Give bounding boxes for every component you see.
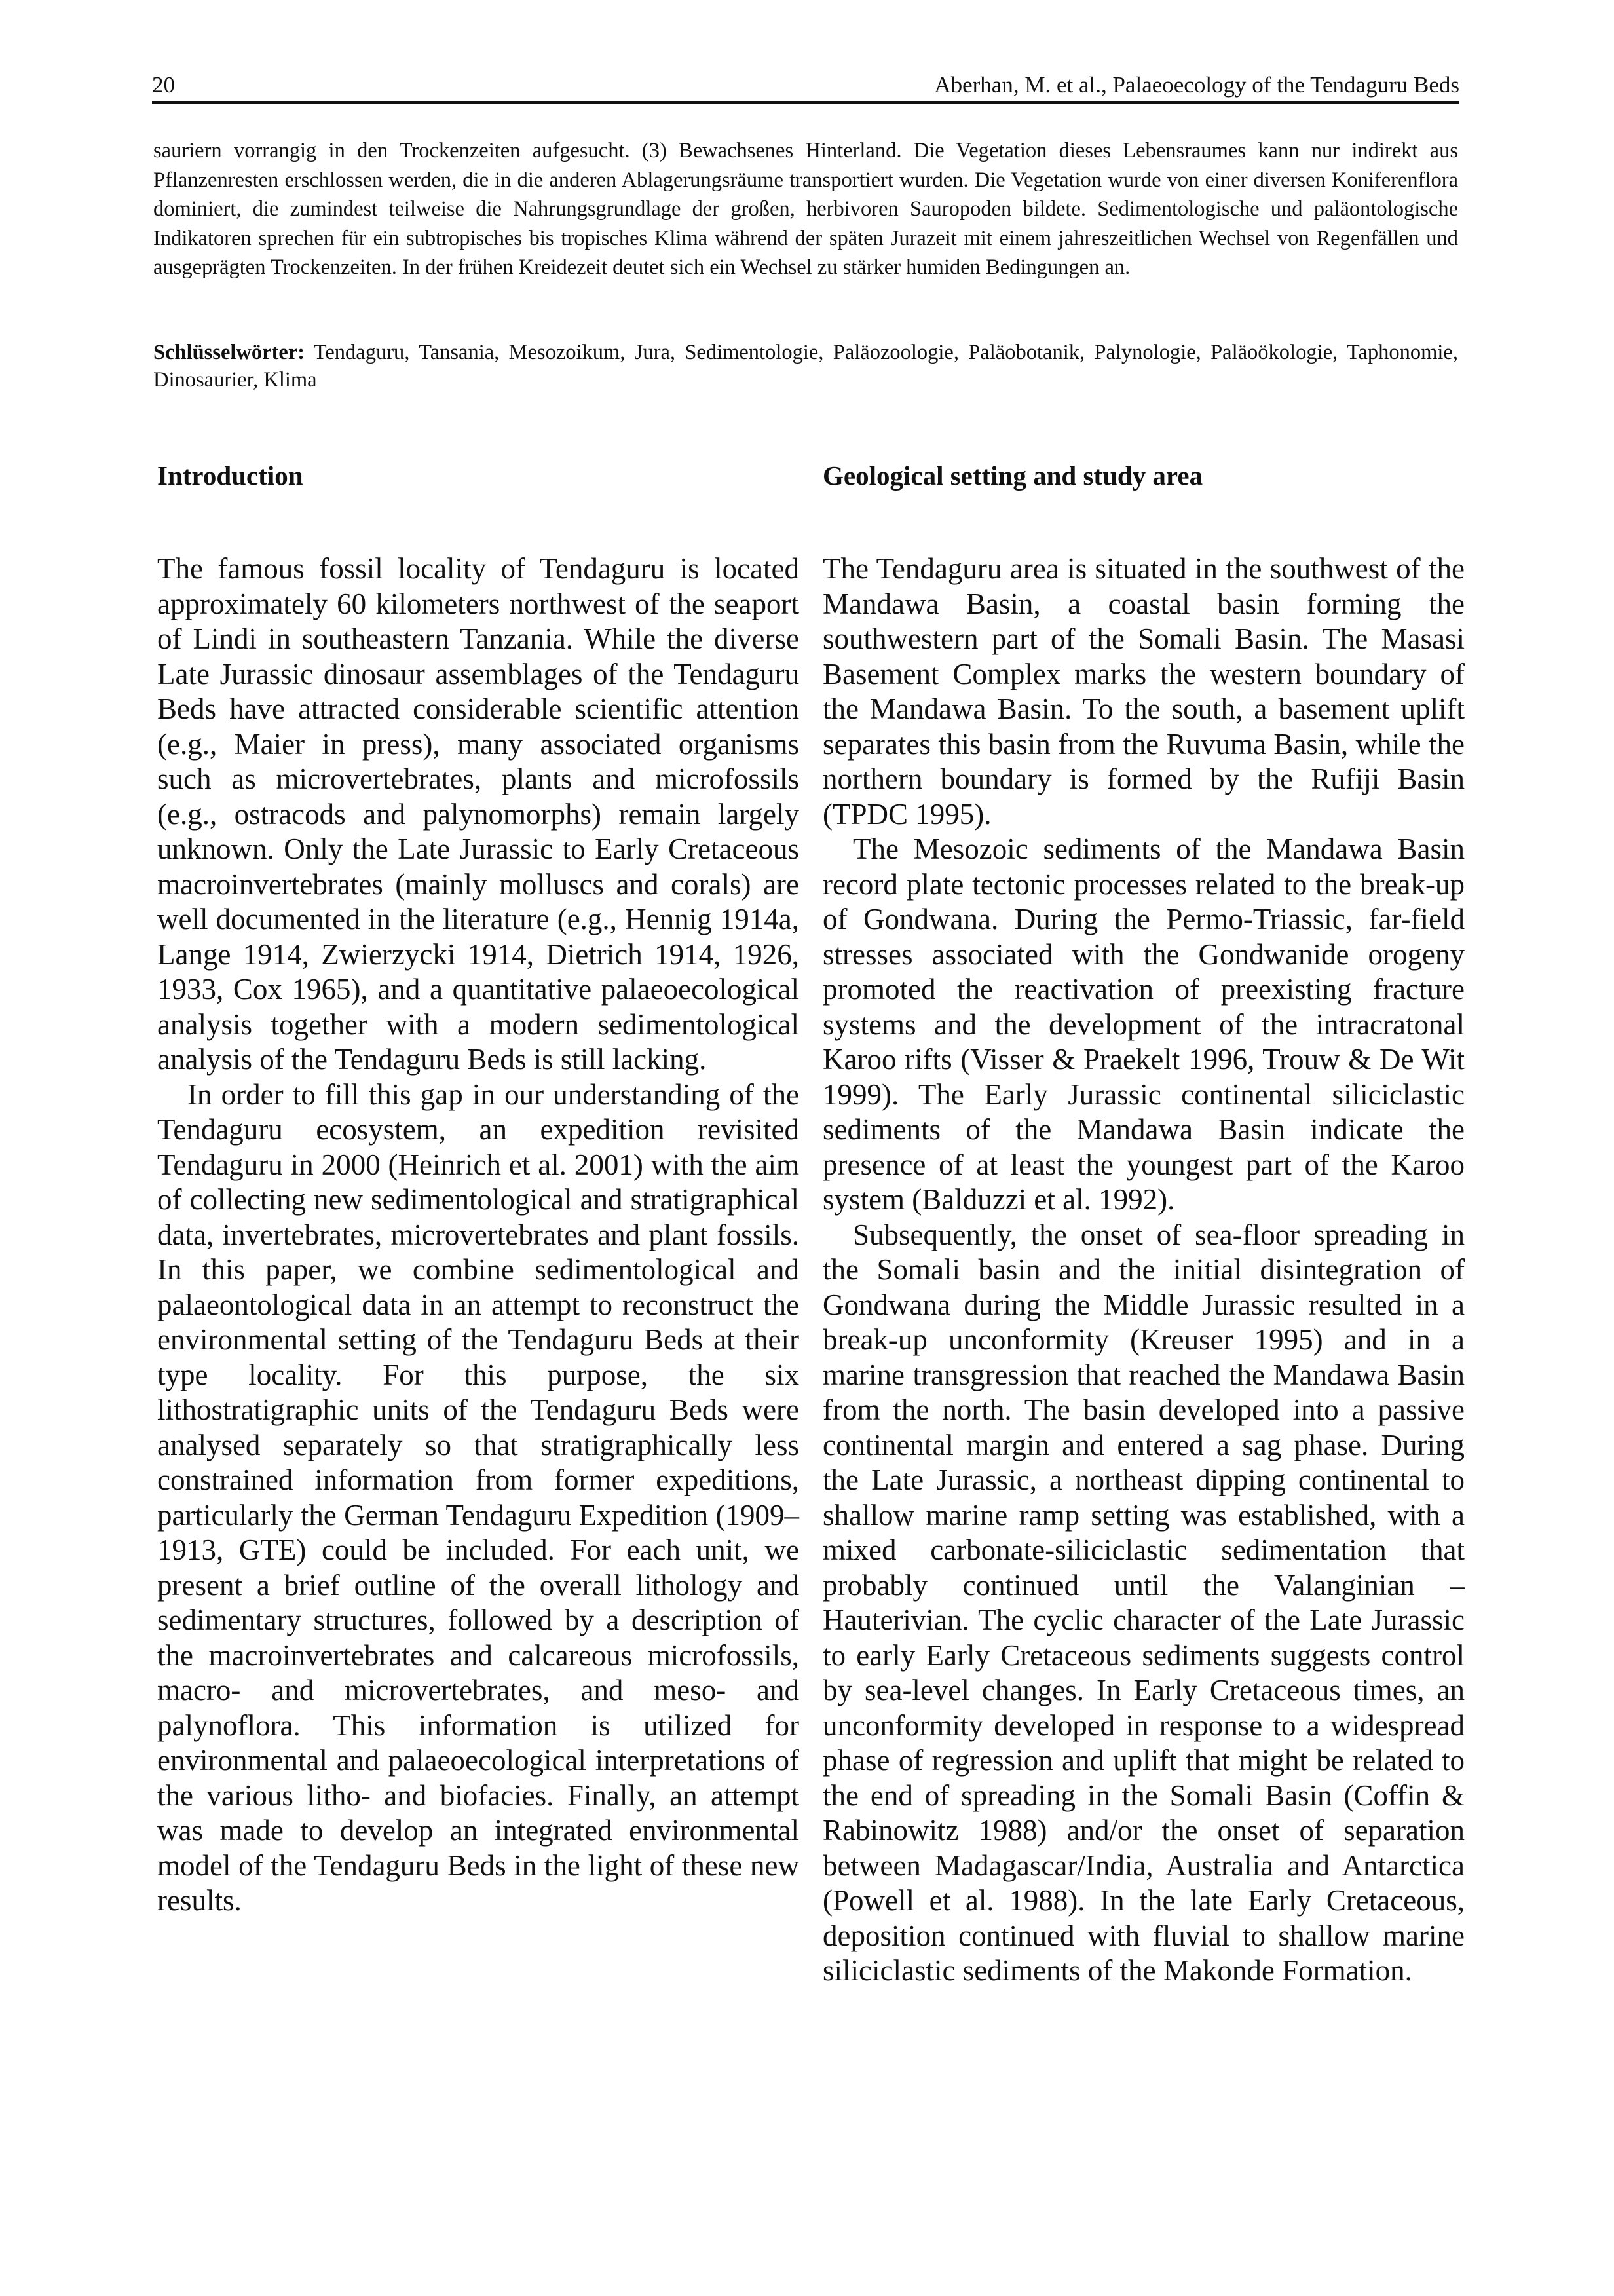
geological-setting-section (823, 459, 1465, 1989)
paragraph: The Mesozoic sediments of the Mandawa Basin record plate tectonic processes related to the break-up of Gondwana. During the Permo-Triassic, far-field stresses associated with the Gondwanide orogeny promoted the reactivation of preexisting fracture systems and the development of the intracratonal Karoo rifts (Visser & Praekelt 1996, Trouw & De Wit 1999). The Early Jurassic continental siliciclastic sediments of the Mandawa Basin indicate the presence of at least the youngest part of the Karoo system (Balduzzi et al. 1992). (823, 833, 1465, 1216)
page-header (152, 63, 1459, 104)
geological-setting-body (823, 552, 1465, 1989)
paragraph: The famous fossil locality of Tendaguru is located approximately 60 kilometers northwest of the seaport of Lindi in southeastern Tanzania. While the diverse Late Jurassic dinosaur assemblages of the Tendaguru Beds have attracted considerable scientific attention (e.g., Maier in press), many associated organisms such as microvertebrates, plants and microfossils (e.g., ostracods and palynomorphs) remain largely unknown. Only the Late Jurassic to Early Cretaceous macroinvertebrates (mainly molluscs and corals) are well documented in the literature (e.g., Hennig 1914a, Lange 1914, Zwierzycki 1914, Dietrich 1914, 1926, 1933, Cox 1965), and a quantitative palaeoecological analysis together with a modern sedimentological analysis of the Tendaguru Beds is still lacking. (157, 552, 799, 1076)
keywords-text: Tendaguru, Tansania, Mesozoikum, Jura, Sedimentologie, Paläozoologie, Paläobotanik, Palynologie, Paläoökologie, Taphonomie, Dinosaurier, Klima (153, 341, 1458, 392)
page-number: 20 (152, 72, 175, 98)
paragraph: In order to fill this gap in our understanding of the Tendaguru ecosystem, an expedition revisited Tendaguru in 2000 (Heinrich et al. 2001) with the aim of collecting new sedimentological and stratigraphical data, invertebrates, microvertebrates and plant fossils. In this paper, we combine sedimentological and palaeontological data in an attempt to reconstruct the environmental setting of the Tendaguru Beds at their type locality. For this purpose, the six lithostratigraphic units of the Tendaguru Beds were analysed separately so that stratigraphically less constrained information from former expeditions, particularly the German Tendaguru Expedition (1909–1913, GTE) could be included. For each unit, we present a brief outline of the overall lithology and sedimentary structures, followed by a description of the macroinvertebrates and calcareous microfossils, macro- and microvertebrates, and meso- and palynoflora. This information is utilized for environmental and palaeoecological interpretations of the various litho- and biofacies. Finally, an attempt was made to develop an integrated environmental model of the Tendaguru Beds in the light of these new results. (157, 1078, 799, 1917)
paragraph: Subsequently, the onset of sea-floor spreading in the Somali basin and the initial disintegration of Gondwana during the Middle Jurassic resulted in a break-up unconformity (Kreuser 1995) and in a marine transgression that reached the Mandawa Basin from the north. The basin developed into a passive continental margin and entered a sag phase. During the Late Jurassic, a northeast dipping continental to shallow marine ramp setting was established, with a mixed carbonate-siliciclastic sedimentation that probably continued until the Valanginian – Hauterivian. The cyclic character of the Late Jurassic to early Early Cretaceous sediments suggests control by sea-level changes. In Early Cretaceous times, an unconformity developed in response to a widespread phase of regression and uplift that might be related to the end of spreading in the Somali Basin (Coffin & Rabinowitz 1988) and/or the onset of separation between Madagascar/India, Australia and Antarctica (Powell et al. 1988). In the late Early Cretaceous, deposition continued with fluvial to shallow marine siliciclastic sediments of the Makonde Formation. (823, 1218, 1465, 1987)
paragraph: The Tendaguru area is situated in the southwest of the Mandawa Basin, a coastal basin forming the southwestern part of the Somali Basin. The Masasi Basement Complex marks the western boundary of the Mandawa Basin. To the south, a basement uplift separates this basin from the Ruvuma Basin, while the northern boundary is formed by the Rufiji Basin (TPDC 1995). (823, 552, 1465, 831)
section-heading-introduction: Introduction (157, 461, 303, 491)
running-title: Aberhan, M. et al., Palaeoecology of the Tendaguru Beds (934, 72, 1459, 98)
german-abstract (153, 136, 1458, 282)
section-heading-geological-setting: Geological setting and study area (823, 461, 1203, 491)
keywords (153, 339, 1458, 394)
introduction-section (157, 459, 799, 1919)
introduction-body (157, 552, 799, 1919)
abstract-text: sauriern vorrangig in den Trockenzeiten aufgesucht. (3) Bewachsenes Hinterland. Die Vegetation dieses Lebensraumes kann nur indirekt aus Pflanzenresten erschlossen werden, die in die anderen Ablagerungsräume transportiert wurden. Die Vegetation wurde von einer diversen Koniferenflora dominiert, die zumindest teilweise die Nahrungsgrundlage der großen, herbivoren Sauropoden bildete. Sedimentologische und paläontologische Indikatoren sprechen für ein subtropisches bis tropisches Klima während der späten Jurazeit mit einem jahreszeitlichen Wechsel von Regenfällen und ausgeprägten Trockenzeiten. In der frühen Kreidezeit deutet sich ein Wechsel zu stärker humiden Bedingungen an. (153, 139, 1458, 279)
keywords-label: Schlüsselwörter: (153, 341, 305, 364)
